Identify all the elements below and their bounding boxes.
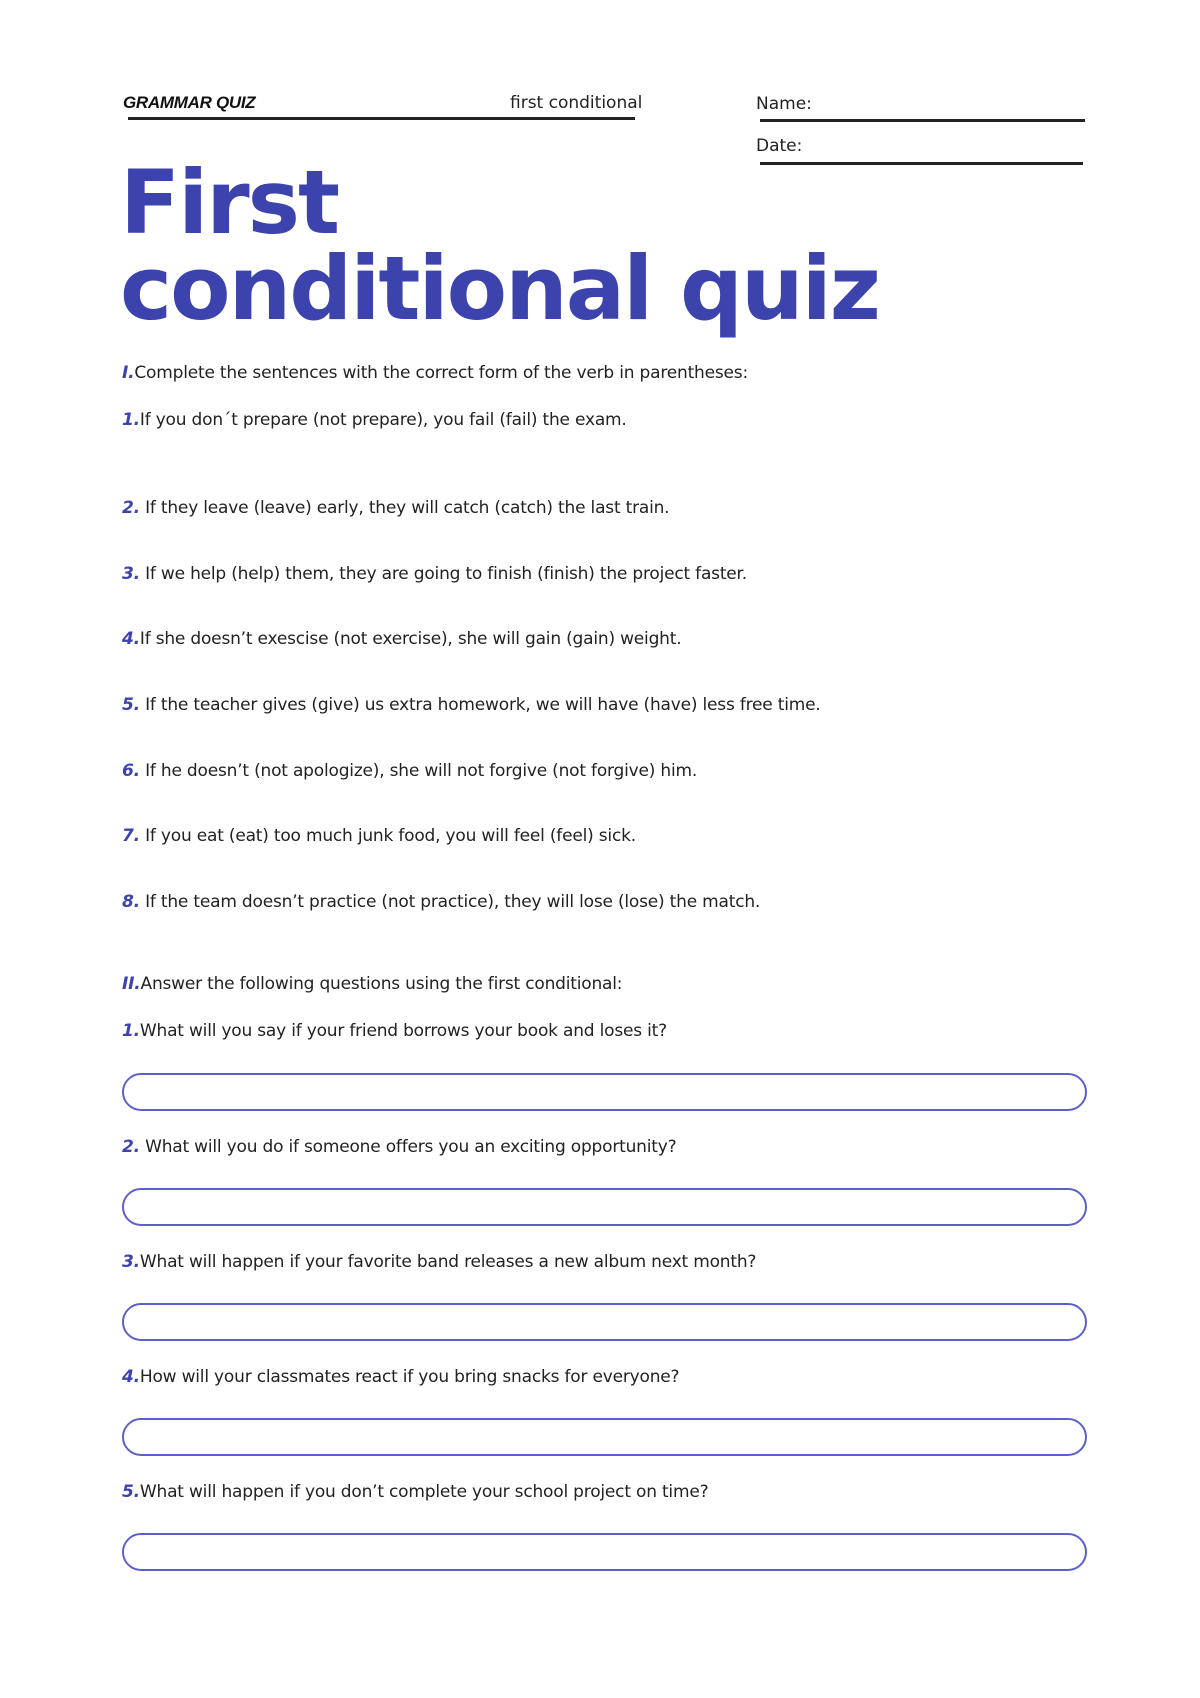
answer-box[interactable] bbox=[122, 1418, 1087, 1456]
answer-box[interactable] bbox=[122, 1073, 1087, 1111]
sentence-text: If she doesn’t exescise (not exercise), she will gain (gain) weight. bbox=[139, 629, 682, 649]
quiz-label: GRAMMAR QUIZ bbox=[123, 93, 256, 112]
sentence-number: 4. bbox=[122, 629, 140, 649]
sentence-text: If you don´t prepare (not prepare), you fail (fail) the exam. bbox=[139, 410, 627, 430]
date-label: Date: bbox=[756, 136, 803, 156]
question-number: 1. bbox=[122, 1021, 140, 1041]
name-label: Name: bbox=[756, 94, 812, 114]
question-text: How will your classmates react if you bring snacks for everyone? bbox=[139, 1367, 680, 1387]
title-line-2: conditional quiz bbox=[120, 237, 879, 340]
answer-box[interactable] bbox=[122, 1188, 1087, 1226]
question-text: What will you say if your friend borrows your book and loses it? bbox=[139, 1021, 667, 1041]
sentence-item bbox=[122, 892, 1102, 912]
sentence-number: 2. bbox=[122, 498, 140, 518]
question-number: 5. bbox=[122, 1482, 140, 1502]
topic-label: first conditional bbox=[510, 93, 643, 113]
sentence-number: 6. bbox=[122, 761, 140, 781]
section2-instruction-text: Answer the following questions using the first conditional: bbox=[140, 974, 623, 994]
name-field-line[interactable] bbox=[760, 119, 1085, 122]
sentence-number: 5. bbox=[122, 695, 140, 715]
question-text: What will you do if someone offers you an exciting opportunity? bbox=[139, 1137, 677, 1157]
question-item bbox=[122, 1482, 1102, 1502]
sentence-number: 7. bbox=[122, 826, 140, 846]
sentence-item bbox=[122, 498, 1102, 518]
sentence-item bbox=[122, 695, 1102, 715]
sentence-item bbox=[122, 629, 1102, 649]
question-text: What will happen if you don’t complete your school project on time? bbox=[139, 1482, 709, 1502]
sentence-text: If the teacher gives (give) us extra homework, we will have (have) less free time. bbox=[139, 695, 821, 715]
sentence-text: If we help (help) them, they are going to finish (finish) the project faster. bbox=[139, 564, 747, 584]
section1-number: I. bbox=[122, 363, 135, 383]
question-number: 4. bbox=[122, 1367, 140, 1387]
title-line-1: First bbox=[120, 151, 339, 254]
sentence-number: 3. bbox=[122, 564, 140, 584]
section1-instruction-text: Complete the sentences with the correct form of the verb in parentheses: bbox=[134, 363, 748, 383]
answer-box[interactable] bbox=[122, 1533, 1087, 1571]
question-number: 3. bbox=[122, 1252, 140, 1272]
question-text: What will happen if your favorite band releases a new album next month? bbox=[139, 1252, 757, 1272]
sentence-text: If he doesn’t (not apologize), she will not forgive (not forgive) him. bbox=[139, 761, 698, 781]
sentence-item bbox=[122, 564, 1102, 584]
header-underline bbox=[128, 117, 635, 120]
sentence-number: 8. bbox=[122, 892, 140, 912]
sentence-text: If you eat (eat) too much junk food, you will feel (feel) sick. bbox=[139, 826, 636, 846]
question-item bbox=[122, 1021, 1102, 1041]
sentence-item bbox=[122, 761, 1102, 781]
sentence-item bbox=[122, 410, 1102, 430]
question-item bbox=[122, 1367, 1102, 1387]
sentence-text: If they leave (leave) early, they will catch (catch) the last train. bbox=[139, 498, 670, 518]
page-title bbox=[120, 151, 1020, 340]
sentence-text: If the team doesn’t practice (not practice), they will lose (lose) the match. bbox=[139, 892, 761, 912]
question-item bbox=[122, 1137, 1102, 1157]
sentence-item bbox=[122, 826, 1102, 846]
section2-instruction bbox=[122, 974, 1102, 994]
sentence-number: 1. bbox=[122, 410, 140, 430]
section1-instruction bbox=[122, 363, 1102, 383]
question-item bbox=[122, 1252, 1102, 1272]
question-number: 2. bbox=[122, 1137, 140, 1157]
answer-box[interactable] bbox=[122, 1303, 1087, 1341]
section2-number: II. bbox=[122, 974, 141, 994]
